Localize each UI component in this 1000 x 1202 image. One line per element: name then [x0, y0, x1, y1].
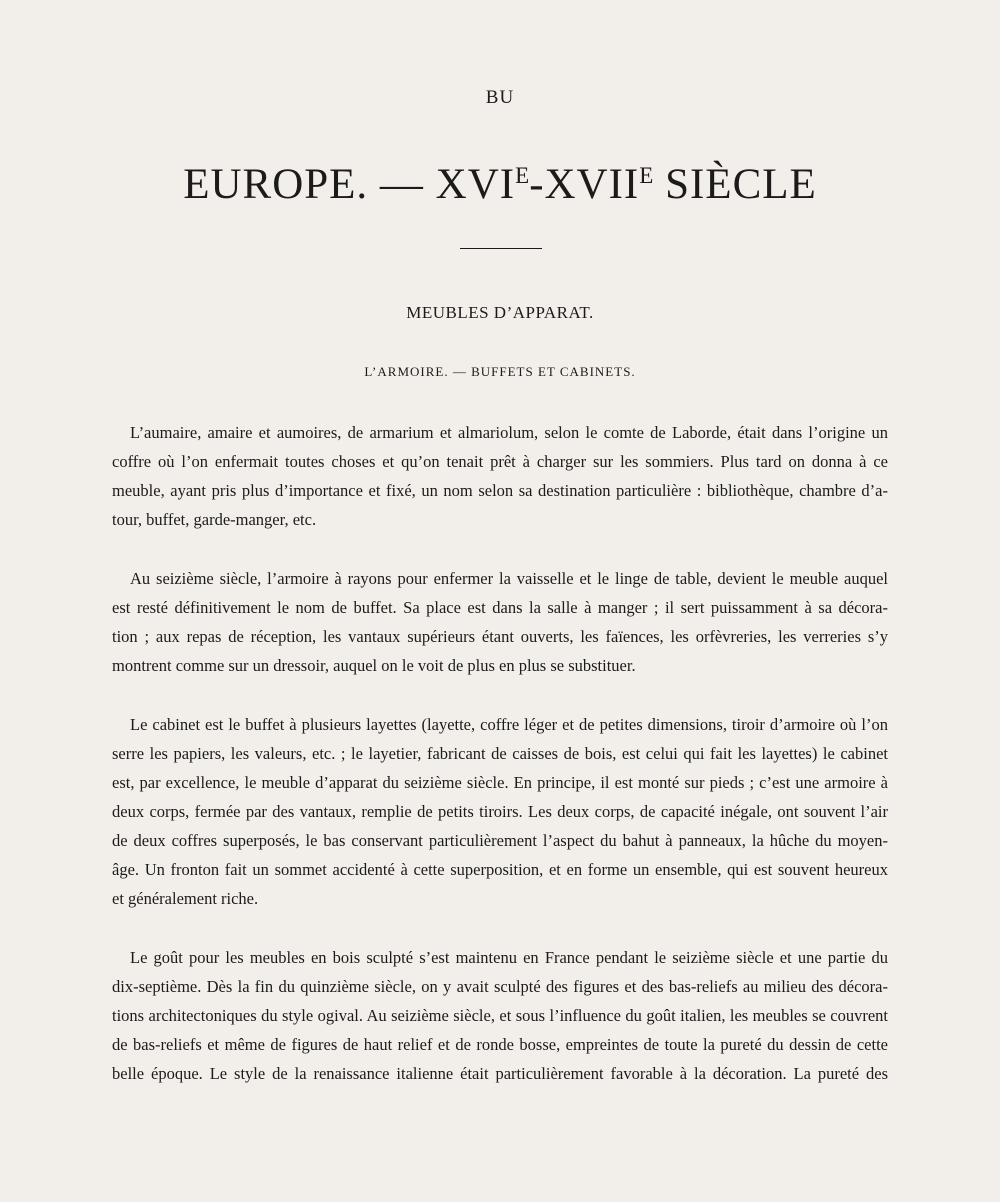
text-line: tour, buffet, garde-manger, etc.	[112, 510, 317, 529]
text-line: de bas-reliefs et même de figures de haut relief et de ronde bosse, empreintes de toute la pureté du dessin de cette	[112, 1035, 888, 1054]
text-line: de deux coffres superposés, le bas conservant particulièrement l’aspect du bahut à panneaux, la hûche du moyen-	[112, 831, 888, 850]
text-line: est, par excellence, le meuble d’apparat du seizième siècle. En principe, il est monté sur pieds ; c’est une armoire à	[112, 773, 888, 792]
text-line: belle époque. Le style de la renaissance italienne était particulièrement favorable à la décoration. La pureté des	[112, 1064, 888, 1083]
text-line: âge. Un fronton fait un sommet accidenté à cette superposition, et en forme un ensemble, qui est souvent heureux	[112, 860, 888, 879]
text-line: Au seizième siècle, l’armoire à rayons pour enfermer la vaisselle et le linge de table, devient le meuble auquel	[130, 569, 888, 588]
title-superscript-2: E	[639, 163, 654, 188]
paragraph-1	[112, 418, 888, 534]
text-line: Le cabinet est le buffet à plusieurs layettes (layette, coffre léger et de petites dimensions, tiroir d’armoire où l’on	[130, 715, 888, 734]
text-line: et généralement riche.	[112, 889, 259, 908]
text-line: deux corps, fermée par des vantaux, remplie de petits tiroirs. Les deux corps, de capacité inégale, ont souvent l’air	[112, 802, 888, 821]
text-line: Le goût pour les meubles en bois sculpté s’est maintenu en France pendant le seizième siècle et une partie du	[130, 948, 888, 967]
paragraph-2	[112, 564, 888, 680]
paragraph-4	[112, 943, 888, 1088]
plate-code: BU	[485, 87, 515, 108]
title-divider	[460, 248, 542, 249]
subsection-title: L’ARMOIRE. — BUFFETS ET CABINETS.	[364, 364, 636, 379]
title-text-1: EUROPE. — XVI	[183, 161, 516, 208]
title-text-2: -XVII	[529, 161, 640, 208]
text-line: serre les papiers, les valeurs, etc. ; le layetier, fabricant de caisses de bois, est celui qui fait les layettes) le cabinet	[112, 744, 888, 763]
text-line: dix-septième. Dès la fin du quinzième siècle, on y avait sculpté des figures et des bas-reliefs au milieu des décora-	[112, 977, 888, 996]
text-line: L’aumaire, amaire et aumoires, de armarium et almariolum, selon le comte de Laborde, était dans l’origine un	[130, 423, 888, 442]
text-line: coffre où l’on enfermait toutes choses et qu’on tenait prêt à charger sur les sommiers. Plus tard on donna à ce	[112, 452, 888, 471]
page-title	[0, 160, 1000, 209]
text-line: montrent comme sur un dressoir, auquel on le voit de plus en plus se substituer.	[112, 656, 636, 675]
body-text	[112, 418, 888, 1088]
text-line: tion ; aux repas de réception, les vantaux supérieurs étant ouverts, les faïences, les orfèvreries, les verreries s’y	[112, 627, 888, 646]
paragraph-3	[112, 710, 888, 913]
text-line: est resté définitivement le nom de buffet. Sa place est dans la salle à manger ; il sert puissamment à sa décora-	[112, 598, 888, 617]
text-line: meuble, ayant pris plus d’importance et fixé, un nom selon sa destination particulière : bibliothèque, chambre d’a-	[112, 481, 888, 500]
title-superscript-1: E	[515, 163, 530, 188]
section-title: MEUBLES D’APPARAT.	[406, 303, 594, 322]
title-text-3: SIÈCLE	[653, 161, 817, 208]
text-line: tions architectoniques du style ogival. Au seizième siècle, et sous l’influence du goût italien, les meubles se couvrent	[112, 1006, 888, 1025]
